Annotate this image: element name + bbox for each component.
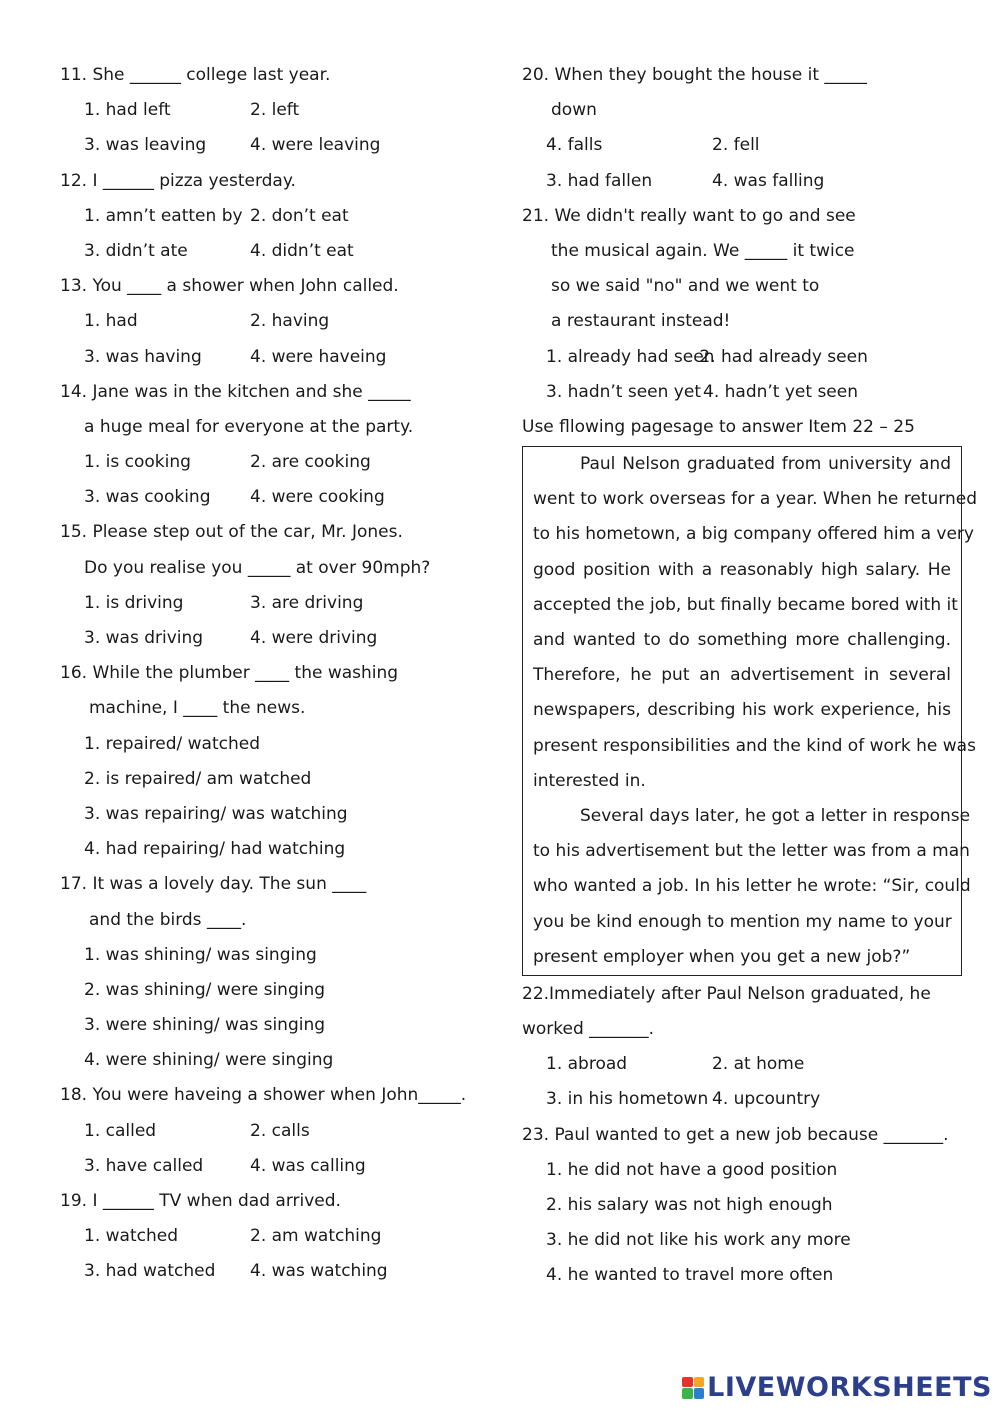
q16-option-3[interactable]: 3. was repairing/ was watching xyxy=(84,803,348,824)
q15-option-4[interactable]: 4. were driving xyxy=(250,628,378,648)
liveworksheets-logo xyxy=(682,1372,992,1403)
question-11-options-row2 xyxy=(60,128,490,163)
question-19-options-row1 xyxy=(60,1219,490,1254)
passage-line: Several days later, he got a letter in response xyxy=(580,805,971,826)
q12-option-4[interactable]: 4. didn’t eat xyxy=(250,240,354,261)
question-21-stem: 21. We didn't really want to go and see xyxy=(522,205,856,226)
question-17-stem: 17. It was a lovely day. The sun ____ xyxy=(60,874,367,895)
q19-option-2[interactable]: 2. am watching xyxy=(250,1226,382,1247)
passage-line: went to work overseas for a year. When he returned xyxy=(533,489,977,510)
q18-option-3[interactable]: 3. have called xyxy=(84,1155,204,1176)
q17-option-1[interactable]: 1. was shining/ was singing xyxy=(84,944,317,965)
passage-line: good position with a reasonably high salary. He xyxy=(533,559,951,580)
reading-passage-box xyxy=(522,446,977,976)
question-13-options-row2 xyxy=(60,340,490,375)
question-17-stem-cont: and the birds ____. xyxy=(89,909,247,930)
q19-option-4[interactable]: 4. was watching xyxy=(250,1261,388,1282)
question-12-options-row2 xyxy=(60,234,490,269)
question-21-options-row1 xyxy=(522,340,972,375)
question-20-stem: 20. When they bought the house it _____ xyxy=(522,65,867,85)
q14-option-3[interactable]: 3. was cooking xyxy=(84,487,211,508)
passage-line: who wanted a job. In his letter he wrote: “Sir, could xyxy=(533,876,971,897)
q13-option-1[interactable]: 1. had xyxy=(84,311,138,332)
question-19-options-row2 xyxy=(60,1254,490,1289)
passage-line: present employer when you get a new job?” xyxy=(533,946,911,967)
left-column xyxy=(60,58,490,1290)
passage-line: Therefore, he put an advertisement in several xyxy=(533,665,951,686)
question-16-stem: 16. While the plumber ____ the washing xyxy=(60,663,399,684)
q11-option-3[interactable]: 3. was leaving xyxy=(84,135,207,156)
question-15-stem: 15. Please step out of the car, Mr. Jones. xyxy=(60,522,403,543)
q17-option-4[interactable]: 4. were shining/ were singing xyxy=(84,1050,334,1071)
passage-line: interested in. xyxy=(533,770,646,791)
q18-option-4[interactable]: 4. was calling xyxy=(250,1155,366,1176)
question-15-stem-cont: Do you realise you _____ at over 90mph? xyxy=(84,557,431,578)
q21-option-3[interactable]: 3. hadn’t seen yet xyxy=(546,381,701,402)
q14-option-1[interactable]: 1. is cooking xyxy=(84,452,191,473)
question-12-stem: 12. I ______ pizza yesterday. xyxy=(60,170,296,191)
q23-option-1[interactable]: 1. he did not have a good position xyxy=(546,1159,838,1180)
q15-option-1[interactable]: 1. is driving xyxy=(84,592,184,613)
q20-option-4[interactable]: 4. was falling xyxy=(712,170,825,191)
logo-badge-icon xyxy=(682,1377,704,1399)
q20-option-2[interactable]: 2. fell xyxy=(712,135,760,156)
q14-option-2[interactable]: 2. are cooking xyxy=(250,452,371,473)
q20-option-3[interactable]: 3. had fallen xyxy=(546,170,653,191)
question-20-stem-cont: down xyxy=(551,100,597,121)
q11-option-2[interactable]: 2. left xyxy=(250,100,300,121)
q12-option-3[interactable]: 3. didn’t ate xyxy=(84,240,188,261)
q18-option-1[interactable]: 1. called xyxy=(84,1120,157,1141)
question-22-options-row2 xyxy=(522,1082,972,1117)
question-21-options-row2 xyxy=(522,375,972,410)
passage-instructions: Use fllowing pagesage to answer Item 22 – 25 xyxy=(522,416,915,437)
passage-line: present responsibilities and the kind of work he was xyxy=(533,735,976,756)
question-20-options-row1 xyxy=(522,128,972,163)
question-16-stem-cont: machine, I ____ the news. xyxy=(89,698,306,719)
q17-option-2[interactable]: 2. was shining/ were singing xyxy=(84,979,326,1000)
q11-option-1[interactable]: 1. had left xyxy=(84,100,171,121)
q17-option-3[interactable]: 3. were shining/ was singing xyxy=(84,1015,326,1036)
question-19-stem: 19. I ______ TV when dad arrived. xyxy=(60,1191,341,1211)
question-20-options-row2 xyxy=(522,164,972,199)
q15-option-3[interactable]: 3. was driving xyxy=(84,628,204,648)
q16-option-2[interactable]: 2. is repaired/ am watched xyxy=(84,768,312,789)
question-21-stem-line3: so we said "no" and we went to xyxy=(551,276,820,297)
question-15-options-row2 xyxy=(60,621,490,656)
q16-option-4[interactable]: 4. had repairing/ had watching xyxy=(84,839,346,860)
question-14-options-row2 xyxy=(60,480,490,515)
question-12-options-row1 xyxy=(60,199,490,234)
q16-option-1[interactable]: 1. repaired/ watched xyxy=(84,733,260,754)
q23-option-4[interactable]: 4. he wanted to travel more often xyxy=(546,1265,834,1286)
question-22-stem: 22.Immediately after Paul Nelson graduated, he xyxy=(522,983,931,1004)
q21-option-4[interactable]: 4. hadn’t yet seen xyxy=(703,381,858,402)
q22-option-3[interactable]: 3. in his hometown xyxy=(546,1089,709,1110)
passage-line: to his hometown, a big company offered him a very xyxy=(533,524,974,545)
question-13-stem: 13. You ____ a shower when John called. xyxy=(60,276,399,297)
logo-square xyxy=(694,1377,705,1388)
q11-option-4[interactable]: 4. were leaving xyxy=(250,135,381,156)
q14-option-4[interactable]: 4. were cooking xyxy=(250,487,385,508)
passage-line: newspapers, describing his work experience, his xyxy=(533,700,951,721)
q22-option-1[interactable]: 1. abroad xyxy=(546,1054,628,1075)
question-11-stem: 11. She ______ college last year. xyxy=(60,65,331,85)
q20-option-1[interactable]: 4. falls xyxy=(546,135,603,156)
q13-option-4[interactable]: 4. were haveing xyxy=(250,346,387,367)
q19-option-3[interactable]: 3. had watched xyxy=(84,1261,216,1282)
passage-line: to his advertisement but the letter was from a man xyxy=(533,841,970,862)
question-14-options-row1 xyxy=(60,445,490,480)
q19-option-1[interactable]: 1. watched xyxy=(84,1226,178,1247)
question-22-options-row1 xyxy=(522,1047,972,1082)
question-18-options-row2 xyxy=(60,1149,490,1184)
passage-line: you be kind enough to mention my name to your xyxy=(533,911,952,932)
q21-option-1[interactable]: 1. already had seen xyxy=(546,346,715,367)
question-14-stem: 14. Jane was in the kitchen and she _____ xyxy=(60,381,411,402)
q12-option-1[interactable]: 1. amn’t eatten by xyxy=(84,205,243,226)
q22-option-2[interactable]: 2. at home xyxy=(712,1054,805,1075)
q13-option-2[interactable]: 2. having xyxy=(250,311,330,332)
logo-square xyxy=(682,1388,693,1399)
q15-option-2[interactable]: 3. are driving xyxy=(250,592,364,613)
question-21-stem-line4: a restaurant instead! xyxy=(551,311,731,332)
passage-line: accepted the job, but finally became bored with it xyxy=(533,594,958,615)
question-14-stem-cont: a huge meal for everyone at the party. xyxy=(84,416,414,437)
passage-line: Paul Nelson graduated from university and xyxy=(580,454,951,475)
q18-option-2[interactable]: 2. calls xyxy=(250,1120,310,1141)
question-22-stem-cont: worked _______. xyxy=(522,1019,655,1040)
right-column xyxy=(522,58,977,1294)
question-15-options-row1 xyxy=(60,586,490,621)
logo-square xyxy=(682,1377,693,1388)
question-18-options-row1 xyxy=(60,1114,490,1149)
q23-option-2[interactable]: 2. his salary was not high enough xyxy=(546,1195,833,1215)
logo-square xyxy=(694,1388,705,1399)
question-21-stem-line2: the musical again. We _____ it twice xyxy=(551,240,855,261)
question-18-stem: 18. You were haveing a shower when John_____. xyxy=(60,1085,467,1106)
q23-option-3[interactable]: 3. he did not like his work any more xyxy=(546,1230,851,1251)
question-23-stem: 23. Paul wanted to get a new job because _______. xyxy=(522,1124,949,1145)
logo-text: LIVEWORKSHEETS xyxy=(707,1372,992,1403)
q22-option-4[interactable]: 4. upcountry xyxy=(712,1089,821,1110)
question-13-options-row1 xyxy=(60,304,490,339)
q13-option-3[interactable]: 3. was having xyxy=(84,346,202,367)
passage-line: and wanted to do something more challenging. xyxy=(533,630,951,650)
q12-option-2[interactable]: 2. don’t eat xyxy=(250,205,349,226)
q21-option-2[interactable]: 2. had already seen xyxy=(699,346,868,367)
question-11-options-row1 xyxy=(60,93,490,128)
